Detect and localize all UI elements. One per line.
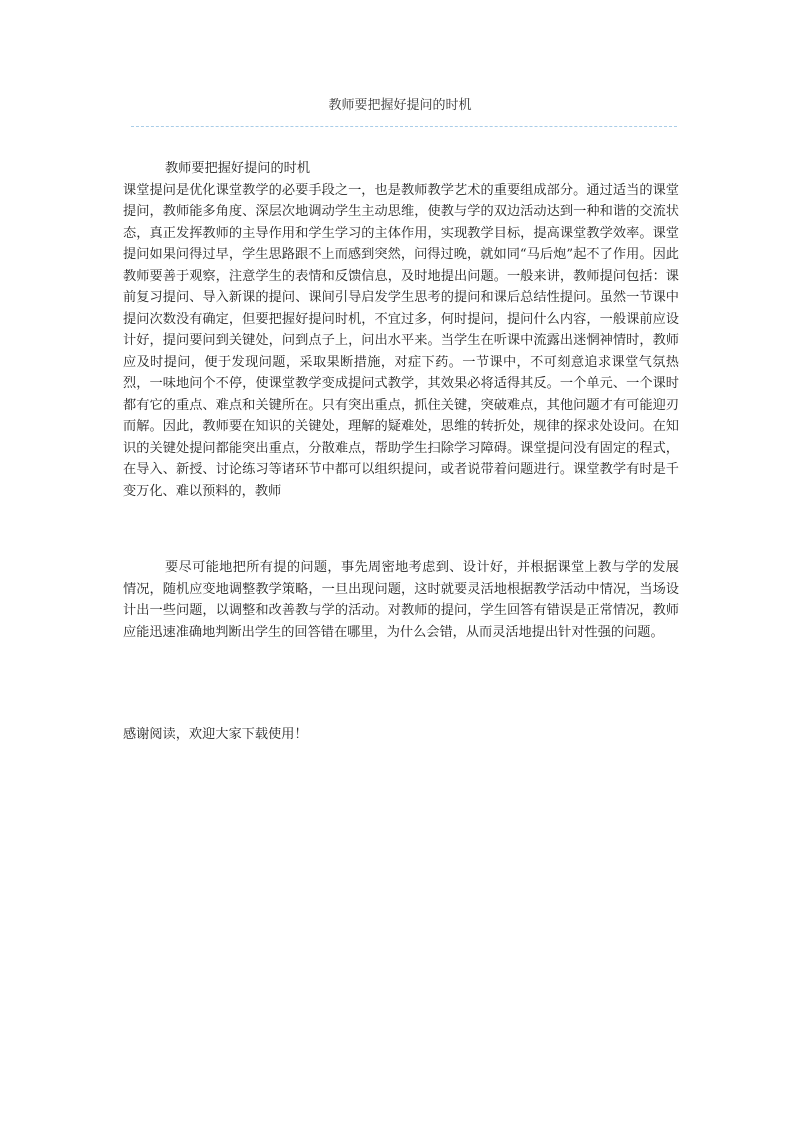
article-body bbox=[123, 158, 679, 502]
paragraph-1: 课堂提问是优化课堂教学的必要手段之一，也是教师教学艺术的重要组成部分。通过适当的课堂提问，教师能多角度、深层次地调动学生主动思维，使教与学的双边活动达到一种和谐的交流状态，真正发挥教师的主导作用和学生学习的主体作用，实现教学目标，提高课堂教学效率。课堂提问如果问得过早，学生思路跟不上而感到突然，问得过晚，就如同“马后炮”起不了作用。因此教师要善于观察，注意学生的表情和反馈信息，及时地提出问题。一般来讲，教师提问包括：课前复习提问、导入新课的提问、课间引导启发学生思考的提问和课后总结性提问。虽然一节课中提问次数没有确定，但要把握好提问时机，不宜过多，何时提问，提问什么内容，一般课前应设计好，提问要问到关键处，问到点子上，问出水平来。当学生在听课中流露出迷惘神情时，教师应及时提问，便于发现问题，采取果断措施，对症下药。一节课中，不可刻意追求课堂气氛热烈，一味地问个不停，使课堂教学变成提问式教学，其效果必将适得其反。一个单元、一个课时都有它的重点、难点和关键所在。只有突出重点，抓住关键，突破难点，其他问题才有可能迎刃而解。因此，教师要在知识的关键处，理解的疑难处，思维的转折处，规律的探求处设问。在知识的关键处提问都能突出重点，分散难点，帮助学生扫除学习障碍。课堂提问没有固定的程式，在导入、新授、讨论练习等诸环节中都可以组织提问，或者说带着问题进行。课堂教学有时是千变万化、难以预料的，教师 bbox=[123, 182, 679, 499]
paragraph-2: 要尽可能地把所有提的问题，事先周密地考虑到、设计好，并根据课堂上教与学的发展情况，随机应变地调整教学策略，一旦出现问题，这时就要灵活地根据教学活动中情况，当场设计出一些问题，以调整和改善教与学的活动。对教师的提问，学生回答有错误是正常情况，教师应能迅速准确地判断出学生的回答错在哪里，为什么会错，从而灵活地提出针对性强的问题。 bbox=[123, 560, 679, 640]
page-header-title: 教师要把握好提问的时机 bbox=[328, 98, 472, 113]
header-divider bbox=[131, 126, 677, 127]
article-title: 教师要把握好提问的时机 bbox=[165, 161, 311, 176]
closing-note: 感谢阅读，欢迎大家下载使用！ bbox=[123, 727, 308, 742]
